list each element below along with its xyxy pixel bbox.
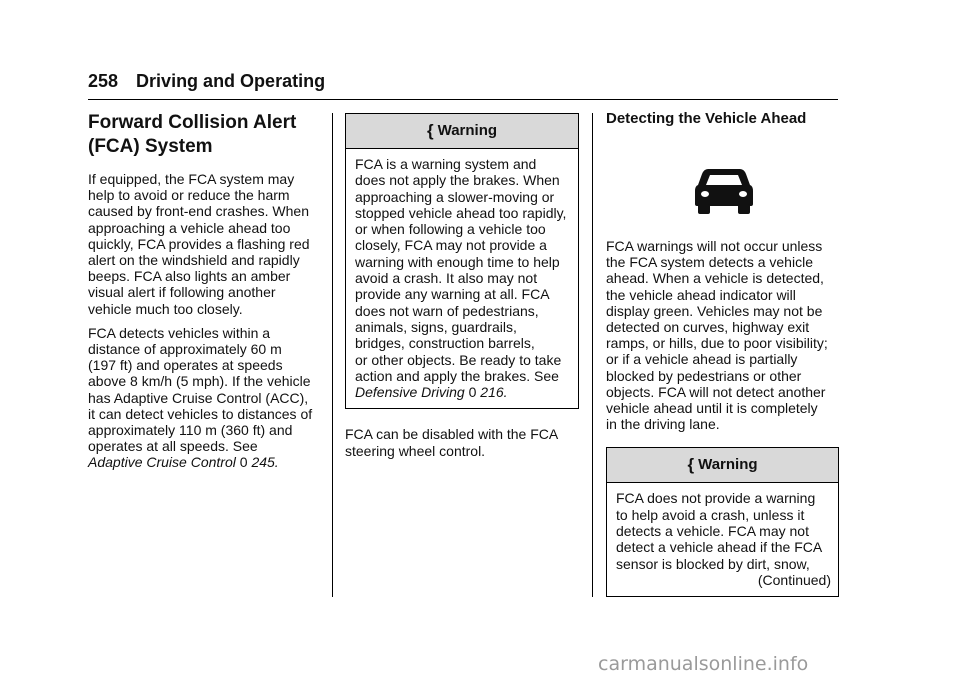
text-line: above 8 km/h (5 mph). If the vehicle (88, 373, 311, 390)
column-2 (345, 113, 579, 467)
page-ref-arrow-icon: 0 (468, 384, 477, 401)
text-line: FCA can be disabled with the FCA (345, 426, 559, 443)
text-line: visual alert if following another (88, 284, 276, 301)
page-header (88, 71, 325, 92)
warning-symbol-icon: { (426, 120, 434, 140)
text-line: to help avoid a crash, unless it (616, 506, 805, 523)
warning-header (607, 448, 838, 483)
warning-label: Warning (698, 456, 758, 474)
column-divider-2 (592, 113, 593, 597)
section-heading (88, 111, 328, 159)
watermark: carmanualsonline.info (598, 653, 809, 675)
text-line: sensor is blocked by dirt, snow, (616, 555, 810, 572)
text-line: or if a vehicle ahead is partially (606, 351, 798, 368)
page-ref-arrow-icon: 0 (239, 454, 248, 471)
text-line: provide any warning at all. FCA (355, 286, 550, 303)
text-line: operates at all speeds. See (88, 438, 258, 455)
heading-line: (FCA) System (88, 136, 213, 157)
text-line: FCA warnings will not occur unless (606, 238, 823, 254)
text-line: caused by front-end crashes. When (88, 203, 310, 220)
continued-label: (Continued) (757, 571, 831, 588)
column-divider-1 (332, 113, 333, 597)
page-ref-number[interactable]: 245. (251, 454, 279, 471)
text-line: objects. FCA will not detect another (606, 383, 826, 400)
text-line: beeps. FCA also lights an amber (88, 268, 291, 285)
text-line: blocked by pedestrians or other (606, 367, 802, 384)
vehicle-ahead-icon (694, 166, 754, 214)
disable-paragraph (345, 426, 579, 458)
text-line: detected on curves, highway exit (606, 319, 810, 336)
text-line: closely, FCA may not provide a (355, 237, 547, 254)
text-line: FCA does not provide a warning (616, 490, 816, 507)
column-1 (88, 111, 328, 479)
adaptive-cruise-control-link[interactable]: Adaptive Cruise Control (88, 454, 236, 471)
page-ref-number[interactable]: 216. (480, 384, 508, 401)
text-line: has Adaptive Cruise Control (ACC), (88, 389, 309, 406)
text-line: quickly, FCA provides a flashing red (88, 235, 310, 252)
text-line: the FCA system detects a vehicle (606, 254, 813, 271)
warning-body (607, 483, 838, 596)
text-line: detects a vehicle. FCA may not (616, 523, 809, 540)
text-line: does not warn of pedestrians, (355, 302, 539, 319)
page-number: 258 (88, 71, 119, 91)
text-line: or when following a vehicle too (355, 221, 546, 238)
text-line: If equipped, the FCA system may (88, 171, 295, 187)
text-line: display green. Vehicles may not be (606, 302, 823, 319)
text-line: FCA detects vehicles within a (88, 324, 271, 341)
text-line: alert on the windshield and rapidly (88, 252, 300, 269)
subsection-heading: Detecting the Vehicle Ahead (606, 110, 807, 127)
text-line: stopped vehicle ahead too rapidly, (355, 204, 567, 221)
text-line: in the driving lane. (606, 416, 720, 433)
text-line: (197 ft) and operates at speeds (88, 357, 283, 374)
text-line: vehicle ahead until it is completely (606, 400, 818, 417)
text-line: approaching a slower-moving or (355, 188, 555, 205)
section-title: Driving and Operating (136, 71, 326, 91)
heading-line: Forward Collision Alert (88, 112, 297, 133)
text-line: detect a vehicle ahead if the FCA (616, 539, 823, 556)
range-paragraph (88, 325, 328, 471)
text-line: FCA is a warning system and (355, 156, 537, 172)
text-line: steering wheel control. (345, 442, 486, 459)
warning-symbol-icon: { (687, 455, 695, 475)
text-line: action and apply the brakes. See (355, 367, 559, 384)
text-line: warning with enough time to help (355, 253, 560, 270)
text-line: does not apply the brakes. When (355, 172, 560, 189)
warning-label: Warning (437, 121, 498, 139)
text-line: the vehicle ahead indicator will (606, 286, 796, 303)
intro-paragraph (88, 171, 328, 317)
text-line: ramps, or hills, due to poor visibility; (606, 335, 828, 352)
text-line: approaching a vehicle ahead too (88, 219, 291, 236)
text-line: avoid a crash. It also may not (355, 270, 538, 287)
warning-body (346, 149, 578, 408)
text-line: bridges, construction barrels, (355, 335, 535, 352)
text-line: distance of approximately 60 m (88, 341, 282, 358)
text-line: approximately 110 m (360 ft) and (88, 422, 293, 439)
text-line: help to avoid or reduce the harm (88, 187, 290, 204)
text-line: animals, signs, guardrails, (355, 318, 517, 335)
defensive-driving-link[interactable]: Defensive Driving (355, 384, 465, 401)
text-line: vehicle much too closely. (88, 300, 243, 317)
text-line: ahead. When a vehicle is detected, (606, 270, 824, 287)
warning-header (346, 114, 578, 149)
detection-paragraph (606, 238, 846, 432)
header-rule (88, 99, 838, 100)
warning-box (606, 447, 839, 597)
text-line: or other objects. Be ready to take (355, 351, 562, 368)
warning-box (345, 113, 579, 409)
text-line: it can detect vehicles to distances of (88, 405, 313, 422)
